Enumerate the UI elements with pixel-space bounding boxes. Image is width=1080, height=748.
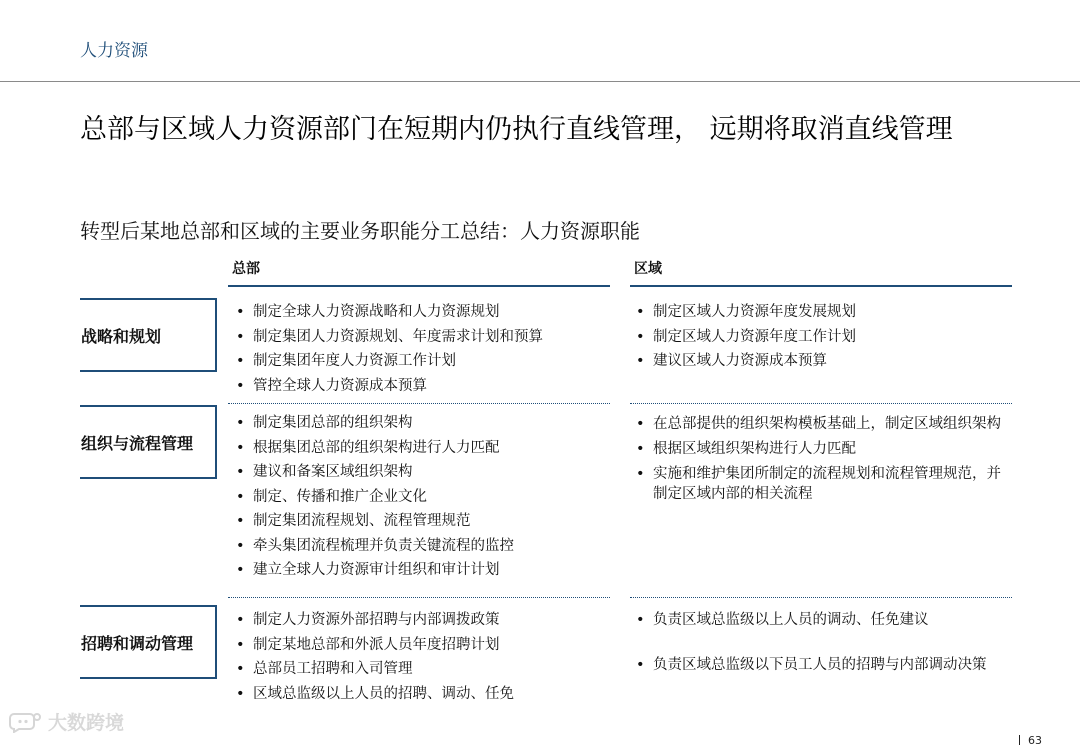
- page-number: [1019, 734, 1042, 747]
- category-box-strategy: [80, 298, 217, 372]
- page-subtitle: 转型后某地总部和区域的主要业务职能分工总结：人力资源职能: [80, 219, 640, 243]
- list-item: • 管控全球人力资源成本预算: [233, 374, 613, 399]
- region-list-recruitment: [633, 610, 1005, 680]
- bullet-icon: •: [636, 612, 645, 628]
- bullet-icon: •: [636, 416, 645, 432]
- list-item: • 总部员工招聘和入司管理: [233, 657, 613, 682]
- category-label: 组织与流程管理: [81, 433, 194, 453]
- bullet-icon: •: [236, 661, 245, 677]
- bullet-icon: •: [636, 328, 645, 345]
- bullet-icon: •: [236, 562, 245, 578]
- column-header-region: 区域: [634, 261, 662, 277]
- page-number-separator: [1019, 735, 1020, 745]
- bullet-icon: •: [636, 466, 645, 482]
- list-item: • 根据集团总部的组织架构进行人力匹配: [233, 436, 613, 461]
- category-label: 战略和规划: [81, 326, 162, 346]
- list-item: • 负责区域总监级以下员工人员的招聘与内部调动决策: [636, 657, 987, 673]
- column-header-hq: 总部: [232, 261, 260, 277]
- list-item: • 制定全球人力资源战略和人力资源规划: [233, 300, 613, 325]
- row-divider: [228, 403, 610, 404]
- hq-list-recruitment: [233, 608, 613, 706]
- bullet-icon: •: [236, 513, 245, 529]
- bullet-icon: •: [236, 685, 245, 702]
- category-label: 招聘和调动管理: [81, 633, 194, 653]
- list-item: • 区域总监级以上人员的招聘、调动、任免: [233, 682, 613, 707]
- page-number-value: 63: [1028, 734, 1042, 747]
- category-box-recruitment: [80, 605, 217, 679]
- list-item: • 制定某地总部和外派人员年度招聘计划: [233, 633, 613, 658]
- watermark: [8, 708, 124, 735]
- row-divider: [630, 597, 1012, 598]
- hq-list-strategy: [233, 300, 613, 398]
- list-item: • 实施和维护集团所制定的流程规划和流程管理规范，并制定区域内部的相关流程: [636, 466, 1001, 502]
- column-rule-hq: [228, 285, 610, 287]
- list-item: • 制定、传播和推广企业文化: [233, 485, 613, 510]
- list-item: • 根据区域组织架构进行人力匹配: [636, 441, 856, 457]
- list-item: • 制定集团流程规划、流程管理规范: [233, 509, 613, 534]
- bullet-icon: •: [236, 612, 245, 628]
- header-divider: [0, 81, 1080, 82]
- list-item: • 负责区域总监级以上人员的调动、任免建议: [636, 612, 929, 628]
- bullet-icon: •: [636, 657, 645, 673]
- category-box-organization: [80, 405, 217, 479]
- bullet-icon: •: [236, 439, 245, 456]
- list-item: • 制定区域人力资源年度发展规划: [633, 300, 1013, 325]
- watermark-text: 大数跨境: [48, 712, 125, 734]
- bullet-icon: •: [236, 353, 245, 369]
- list-item: • 建议和备案区域组织架构: [233, 460, 613, 485]
- list-item: • 制定区域人力资源年度工作计划: [633, 325, 1013, 350]
- page-title: 总部与区域人力资源部门在短期内仍执行直线管理， 远期将取消直线管理: [80, 114, 953, 145]
- list-item: • 牵头集团流程梳理并负责关键流程的监控: [233, 534, 613, 559]
- section-label: 人力资源: [80, 41, 148, 61]
- bullet-icon: •: [236, 377, 245, 394]
- list-item: • 建议区域人力资源成本预算: [633, 349, 1013, 374]
- list-item: • 在总部提供的组织架构模板基础上，制定区域组织架构: [636, 416, 1001, 432]
- list-item: • 制定人力资源外部招聘与内部调拨政策: [233, 608, 613, 633]
- region-list-organization: [633, 414, 1005, 509]
- chat-bubble-logo-icon: [8, 711, 42, 733]
- bullet-icon: •: [236, 636, 245, 653]
- bullet-icon: •: [636, 353, 645, 369]
- bullet-icon: •: [236, 304, 245, 320]
- hq-list-organization: [233, 411, 613, 583]
- bullet-icon: •: [236, 328, 245, 345]
- bullet-icon: •: [636, 304, 645, 320]
- region-list-strategy: [633, 300, 1013, 374]
- list-item: • 制定集团年度人力资源工作计划: [233, 349, 613, 374]
- row-divider: [630, 403, 1012, 404]
- bullet-icon: •: [636, 441, 645, 457]
- list-item: • 制定集团人力资源规划、年度需求计划和预算: [233, 325, 613, 350]
- bullet-icon: •: [236, 488, 245, 505]
- column-rule-region: [630, 285, 1012, 287]
- list-item: • 制定集团总部的组织架构: [233, 411, 613, 436]
- list-item: • 建立全球人力资源审计组织和审计计划: [233, 558, 613, 583]
- row-divider: [228, 597, 610, 598]
- bullet-icon: •: [236, 464, 245, 480]
- bullet-icon: •: [236, 415, 245, 431]
- bullet-icon: •: [236, 537, 245, 554]
